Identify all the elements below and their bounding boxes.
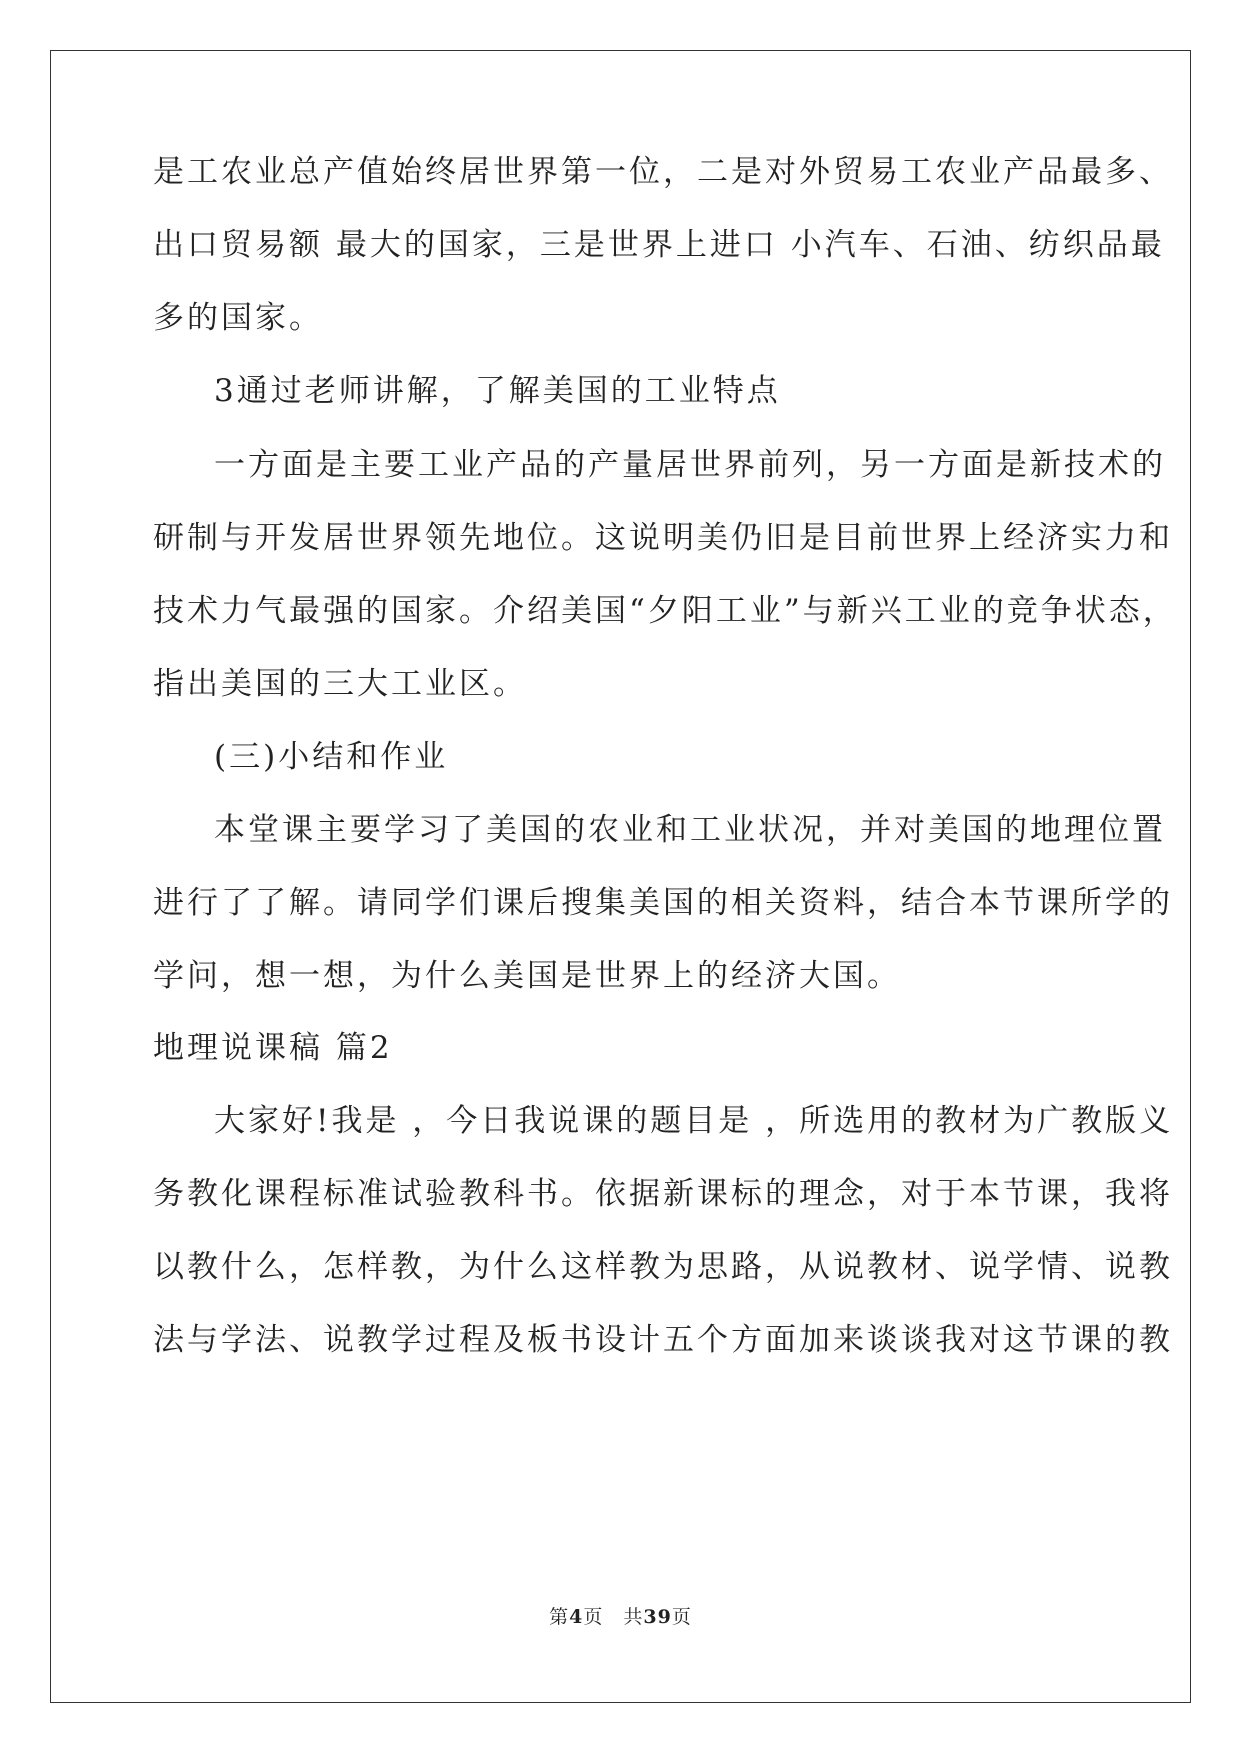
text-line-1: 是工农业总产值始终居世界第一位，二是对外贸易工农业产品最多、 [153, 154, 1173, 190]
current-page-number: 4 [569, 1606, 584, 1628]
text-line-3: 多的国家。 [153, 300, 323, 336]
footer-suffix: 页 [671, 1606, 692, 1628]
text-line-7: 技术力气最强的国家。介绍美国“夕阳工业”与新兴工业的竞争状态， [153, 593, 1177, 629]
text-line-2: 出口贸易额 最大的国家，三是世界上进口 小汽车、石油、纺织品最 [153, 227, 1165, 263]
text-line-6: 研制与开发居世界领先地位。这说明美仍旧是目前世界上经济实力和 [153, 520, 1173, 556]
footer-prefix: 第 [549, 1606, 570, 1628]
footer-middle: 页 共 [583, 1606, 644, 1628]
total-page-count: 39 [643, 1606, 672, 1628]
page-footer [0, 1602, 1241, 1629]
text-line-11: 进行了了解。请同学们课后搜集美国的相关资料，结合本节课所学的 [153, 885, 1173, 921]
text-line-16: 以教什么，怎样教，为什么这样教为思路，从说教材、说学情、说教 [153, 1249, 1173, 1285]
text-line-8: 指出美国的三大工业区。 [153, 666, 527, 702]
article-title: 地理说课稿 篇2 [153, 1030, 393, 1066]
text-line-15: 务教化课程标准试验教科书。依据新课标的理念，对于本节课，我将 [153, 1176, 1173, 1212]
section-heading-summary: (三)小结和作业 [214, 739, 449, 775]
text-line-10: 本堂课主要学习了美国的农业和工业状况，并对美国的地理位置 [214, 812, 1166, 848]
section-heading-industry: 3通过老师讲解，了解美国的工业特点 [214, 373, 781, 409]
text-line-17: 法与学法、说教学过程及板书设计五个方面加来谈谈我对这节课的教 [153, 1322, 1173, 1358]
text-line-14: 大家好!我是 ，今日我说课的题目是 ，所选用的教材为广教版义 [214, 1103, 1174, 1139]
text-line-12: 学问，想一想，为什么美国是世界上的经济大国。 [153, 958, 901, 994]
text-line-5: 一方面是主要工业产品的产量居世界前列，另一方面是新技术的 [214, 447, 1166, 483]
